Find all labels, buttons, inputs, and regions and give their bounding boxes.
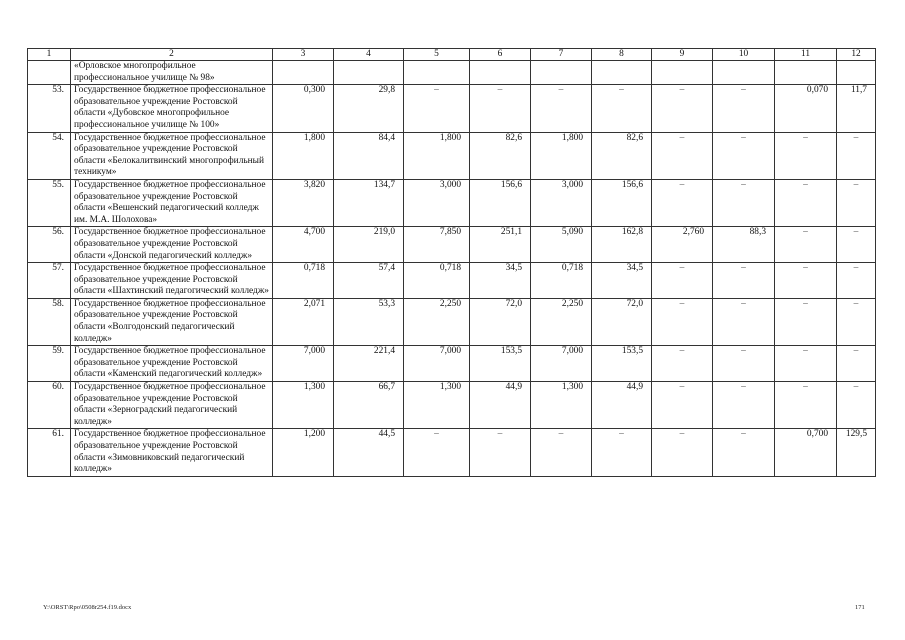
table-cell: –: [837, 263, 876, 299]
table-cell: 134,7: [334, 179, 404, 226]
table-cell: 0,718: [531, 263, 592, 299]
table-cell: 1,800: [273, 132, 334, 179]
table-cell: –: [652, 263, 713, 299]
table-cell: –: [652, 346, 713, 382]
table-cell: 156,6: [470, 179, 531, 226]
table-cell: 57,4: [334, 263, 404, 299]
column-header: 10: [713, 49, 775, 61]
table-cell: 82,6: [470, 132, 531, 179]
institution-name: Государственное бюджетное профессиональное образовательное учреждение Ростовской области «Зимовниковский педагогический колледж»: [71, 429, 273, 476]
table-cell: –: [652, 298, 713, 345]
table-row: [28, 346, 876, 382]
table-cell: 0,718: [273, 263, 334, 299]
table-cell: –: [404, 85, 470, 132]
table-cell: [592, 61, 652, 85]
table-cell: 1,300: [531, 382, 592, 429]
table-cell: 72,0: [470, 298, 531, 345]
table-row: [28, 132, 876, 179]
table-cell: –: [404, 429, 470, 476]
header-row: [28, 49, 876, 61]
table-cell: –: [775, 382, 837, 429]
table-cell: 44,9: [592, 382, 652, 429]
table-cell: 0,300: [273, 85, 334, 132]
row-number: 55.: [28, 179, 71, 226]
row-number: 57.: [28, 263, 71, 299]
table-cell: 11,7: [837, 85, 876, 132]
row-number: 58.: [28, 298, 71, 345]
table-row: [28, 179, 876, 226]
institution-name: Государственное бюджетное профессиональное образовательное учреждение Ростовской области «Дубовское многопрофильное профессиональное училище № 100»: [71, 85, 273, 132]
table-cell: 82,6: [592, 132, 652, 179]
institution-name: Государственное бюджетное профессиональное образовательное учреждение Ростовской области «Вешенский педагогический колледж им. М.А. Шолохова»: [71, 179, 273, 226]
column-header: 3: [273, 49, 334, 61]
table-cell: [652, 61, 713, 85]
table-cell: –: [837, 382, 876, 429]
table-cell: 3,000: [404, 179, 470, 226]
table-cell: 88,3: [713, 227, 775, 263]
table-cell: 0,718: [404, 263, 470, 299]
table-row: [28, 263, 876, 299]
row-number: [28, 61, 71, 85]
table-cell: –: [713, 429, 775, 476]
column-header: 9: [652, 49, 713, 61]
table-cell: 4,700: [273, 227, 334, 263]
table-row: [28, 85, 876, 132]
table-cell: [837, 61, 876, 85]
table-cell: 2,250: [404, 298, 470, 345]
table-cell: 2,250: [531, 298, 592, 345]
table-cell: 156,6: [592, 179, 652, 226]
table-cell: 2,071: [273, 298, 334, 345]
row-number: 56.: [28, 227, 71, 263]
table-cell: –: [837, 179, 876, 226]
table-row: [28, 227, 876, 263]
column-header: 6: [470, 49, 531, 61]
table-cell: 34,5: [592, 263, 652, 299]
table-cell: –: [652, 85, 713, 132]
table-cell: 66,7: [334, 382, 404, 429]
data-table: [27, 48, 876, 477]
table-cell: [273, 61, 334, 85]
table-cell: –: [652, 429, 713, 476]
table-cell: –: [775, 346, 837, 382]
continuation-row: [28, 61, 876, 85]
table-cell: 1,200: [273, 429, 334, 476]
table-cell: –: [775, 227, 837, 263]
table-cell: 44,9: [470, 382, 531, 429]
table-cell: –: [470, 85, 531, 132]
row-number: 61.: [28, 429, 71, 476]
table-cell: 1,800: [531, 132, 592, 179]
table-cell: 1,800: [404, 132, 470, 179]
table-cell: 3,820: [273, 179, 334, 226]
column-header: 12: [837, 49, 876, 61]
column-header: 2: [71, 49, 273, 61]
table-row: [28, 382, 876, 429]
file-path: Y:\ORST\Rpo\0508r254.f19.docx: [43, 604, 132, 611]
table-cell: 7,000: [273, 346, 334, 382]
table-cell: [404, 61, 470, 85]
table-cell: –: [713, 132, 775, 179]
institution-name: Государственное бюджетное профессиональное образовательное учреждение Ростовской области «Белокалитвинский многопрофильный техникум»: [71, 132, 273, 179]
table-cell: –: [713, 346, 775, 382]
institution-name: «Орловское многопрофильное профессиональное училище № 98»: [71, 61, 273, 85]
table-cell: 221,4: [334, 346, 404, 382]
table-cell: –: [713, 298, 775, 345]
column-header: 1: [28, 49, 71, 61]
row-number: 59.: [28, 346, 71, 382]
table-cell: –: [713, 382, 775, 429]
institution-name: Государственное бюджетное профессиональное образовательное учреждение Ростовской области «Шахтинский педагогический колледж»: [71, 263, 273, 299]
table-cell: 153,5: [470, 346, 531, 382]
column-header: 8: [592, 49, 652, 61]
institution-name: Государственное бюджетное профессиональное образовательное учреждение Ростовской области «Каменский педагогический колледж»: [71, 346, 273, 382]
table-cell: [334, 61, 404, 85]
row-number: 54.: [28, 132, 71, 179]
table-row: [28, 298, 876, 345]
row-number: 53.: [28, 85, 71, 132]
table-cell: 7,000: [531, 346, 592, 382]
table-cell: 162,8: [592, 227, 652, 263]
table-cell: –: [470, 429, 531, 476]
table-cell: [531, 61, 592, 85]
table-cell: –: [713, 263, 775, 299]
table-cell: –: [775, 179, 837, 226]
table-cell: 153,5: [592, 346, 652, 382]
institution-name: Государственное бюджетное профессиональное образовательное учреждение Ростовской области «Зерноградский педагогический колледж»: [71, 382, 273, 429]
table-cell: –: [713, 85, 775, 132]
column-header: 4: [334, 49, 404, 61]
table-cell: [713, 61, 775, 85]
page-number: 171: [855, 604, 865, 611]
table-cell: –: [837, 227, 876, 263]
table-cell: –: [652, 132, 713, 179]
table-cell: [470, 61, 531, 85]
table-cell: 0,070: [775, 85, 837, 132]
table-cell: 7,000: [404, 346, 470, 382]
table-cell: 2,760: [652, 227, 713, 263]
table-cell: 7,850: [404, 227, 470, 263]
table-cell: 44,5: [334, 429, 404, 476]
table-cell: –: [775, 132, 837, 179]
table-cell: 29,8: [334, 85, 404, 132]
table-cell: 0,700: [775, 429, 837, 476]
table-cell: –: [652, 179, 713, 226]
table-cell: 3,000: [531, 179, 592, 226]
table-cell: –: [837, 298, 876, 345]
table-cell: 34,5: [470, 263, 531, 299]
table-cell: –: [592, 85, 652, 132]
table-cell: 251,1: [470, 227, 531, 263]
column-header: 11: [775, 49, 837, 61]
row-number: 60.: [28, 382, 71, 429]
table-cell: 53,3: [334, 298, 404, 345]
table-cell: –: [652, 382, 713, 429]
table-cell: 72,0: [592, 298, 652, 345]
table-cell: 84,4: [334, 132, 404, 179]
table-cell: –: [837, 346, 876, 382]
table-cell: 219,0: [334, 227, 404, 263]
column-header: 7: [531, 49, 592, 61]
table-cell: –: [775, 263, 837, 299]
table-cell: 1,300: [404, 382, 470, 429]
table-cell: 1,300: [273, 382, 334, 429]
table-cell: 129,5: [837, 429, 876, 476]
table-cell: –: [592, 429, 652, 476]
table-cell: –: [837, 132, 876, 179]
table-cell: –: [775, 298, 837, 345]
institution-name: Государственное бюджетное профессиональное образовательное учреждение Ростовской области «Донской педагогический колледж»: [71, 227, 273, 263]
column-header: 5: [404, 49, 470, 61]
table-cell: –: [531, 85, 592, 132]
table-cell: –: [713, 179, 775, 226]
institution-name: Государственное бюджетное профессиональное образовательное учреждение Ростовской области «Волгодонский педагогический колледж»: [71, 298, 273, 345]
table-cell: [775, 61, 837, 85]
table-row: [28, 429, 876, 476]
table-cell: –: [531, 429, 592, 476]
table-cell: 5,090: [531, 227, 592, 263]
